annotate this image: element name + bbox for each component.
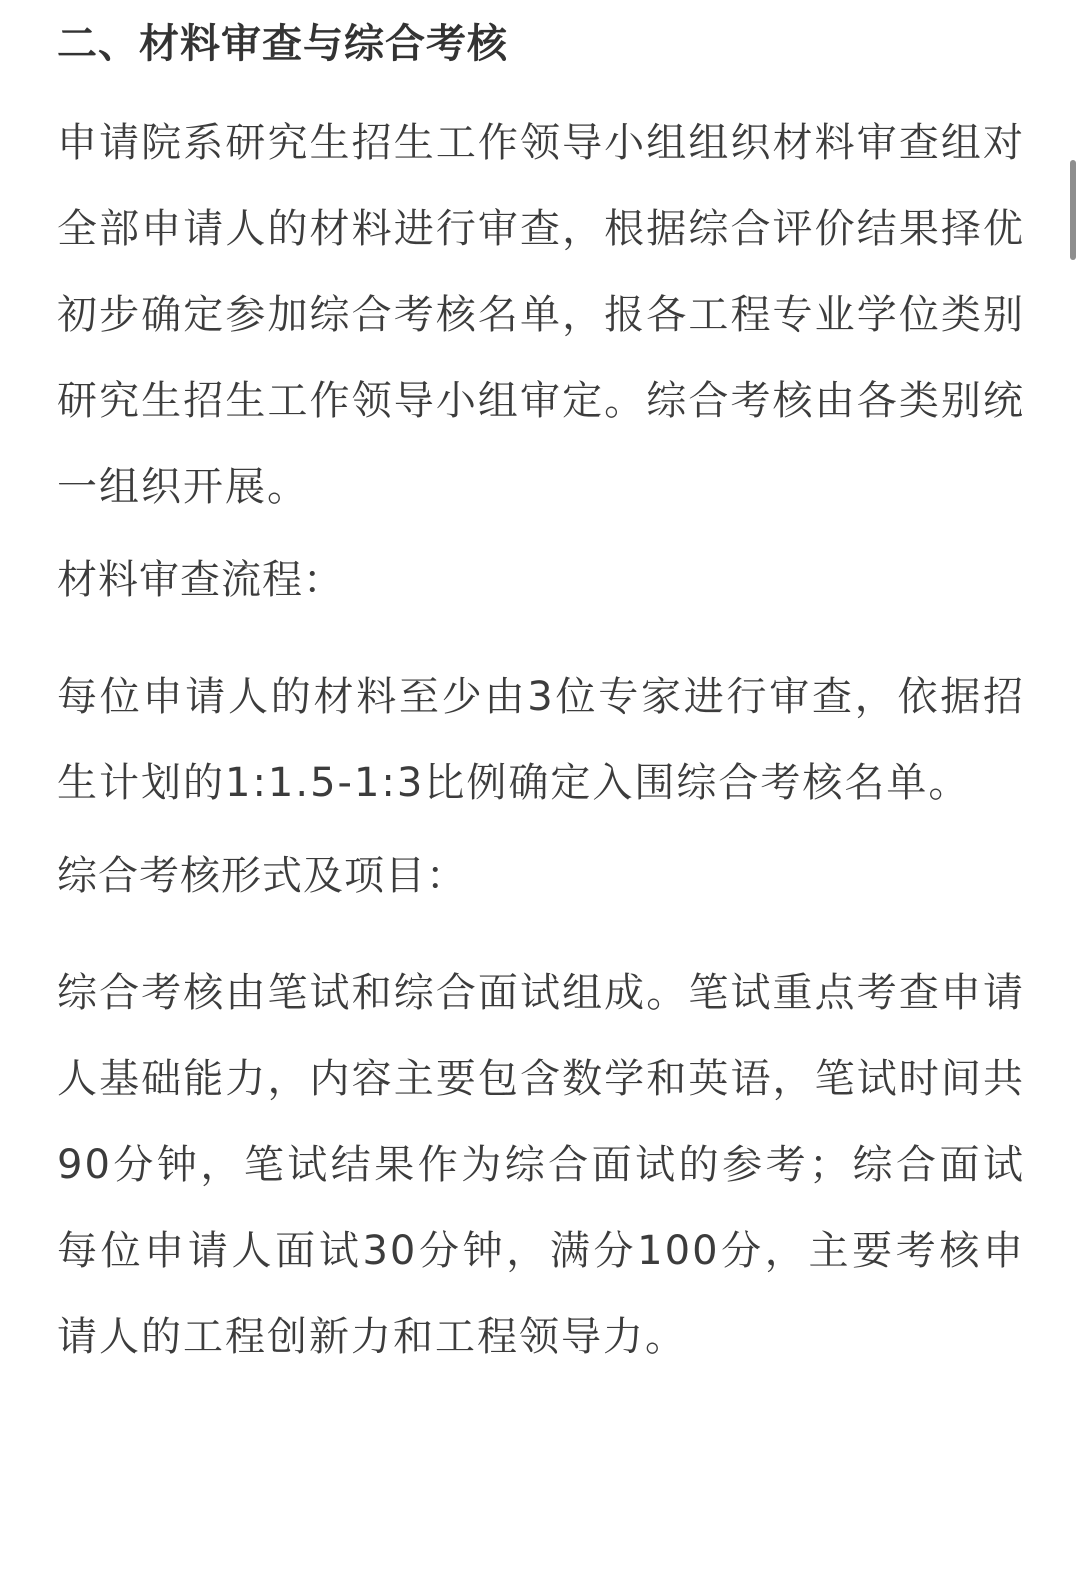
assessment-format-paragraph: 综合考核由笔试和综合面试组成。笔试重点考查申请人基础能力，内容主要包含数学和英语，笔试时间共90分钟，笔试结果作为综合面试的参考；综合面试每位申请人面试30分钟，满分100分，主要考核申请人的工程创新力和工程领导力。: [57, 970, 1025, 1360]
article-content: [57, 14, 1025, 1400]
vertical-scrollbar[interactable]: [1070, 160, 1076, 260]
assessment-format-label: 综合考核形式及项目：: [57, 853, 467, 899]
review-process-paragraph: 每位申请人的材料至少由3位专家进行审查，依据招生计划的1:1.5-1:3比例确定入围综合考核名单。: [57, 674, 1025, 806]
intro-paragraph: 申请院系研究生招生工作领导小组组织材料审查组对全部申请人的材料进行审查，根据综合评价结果择优初步确定参加综合考核名单，报各工程专业学位类别研究生招生工作领导小组审定。综合考核由各类别统一组织开展。: [57, 120, 1025, 510]
section-heading: 二、材料审查与综合考核: [57, 21, 508, 67]
review-process-label: 材料审查流程：: [57, 557, 344, 603]
